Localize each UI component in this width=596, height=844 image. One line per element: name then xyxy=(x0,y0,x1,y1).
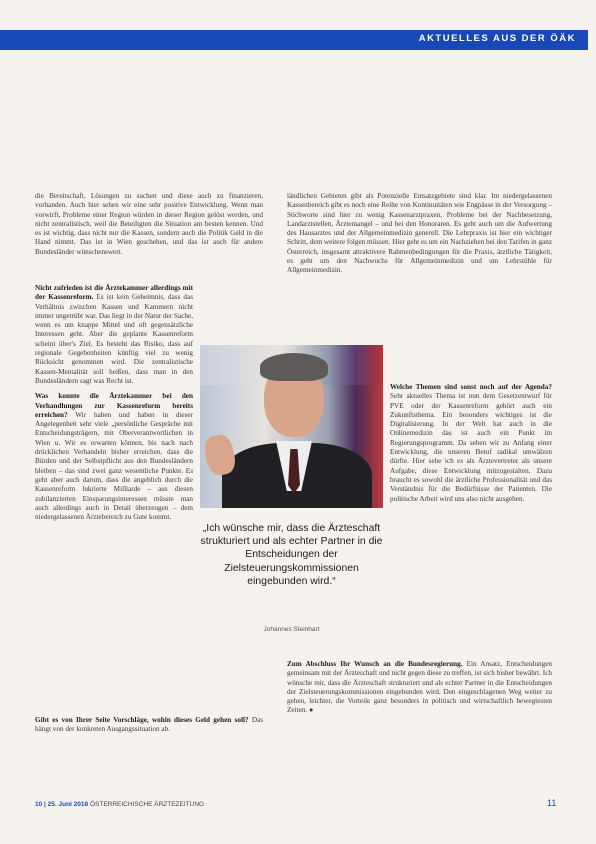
interview-question: Nicht zufrieden ist die Ärztekammer allerdings mit der Kassenreform. xyxy=(35,284,193,302)
pull-quote-author: Johannes Steinhart xyxy=(263,626,320,633)
interview-answer: Es ist kein Geheimnis, dass das Verhältnis zwischen Kassen und Kammern nicht immer ungetrübt war. Das liegt in der Natur der Sache, wenn es um knappe Mittel und oft gegensätzliche Interessen geht. Aber die geplante Kassenreform scheint über's Ziel. Es besteht das Risiko, dass auf regionale Gegebenheiten künftig viel zu wenig Rücksicht genommen wird. Die zentralistische Kassen-Mentalität soll heißen, dass man in den Bundesländern sagt was Recht ist. xyxy=(35,293,194,385)
end-mark-icon: ● xyxy=(308,706,314,715)
photo-hair xyxy=(260,353,328,381)
publication-name: ÖSTERREICHISCHE ÄRZTEZEITUNG xyxy=(89,801,205,808)
interview-question: Gibt es von Ihrer Seite Vorschläge, wohin dieses Geld gehen soll? xyxy=(35,716,249,724)
pull-quote: „Ich wünsche mir, dass die Ärzteschaft strukturiert und als echter Partner in die Entscheidungen der Zielsteuerungskommissionen eingebunden wird.“ xyxy=(200,523,383,587)
right-column-narrow xyxy=(390,383,552,510)
right-column-bottom xyxy=(287,660,552,722)
interview-answer: Das hängt von der konkreten Ausgangssituation ab. xyxy=(35,716,263,734)
interview-answer: Sehr aktuelles Thema ist nun dem Gesetzentwurf für PVE oder der Kassenreform gehört auch ein Zukunftsthema. Ein besonders wichtiges ist die Digitalisierung. In der Welt hat auch in die Onlinemedizin das ist auch ein Punkt im Regierungsprogramm. Da sehen wir zu Anfang einer Entwicklung, die unseren Beruf radikal umwälzen dürfte. Hier sehe ich es als Ärztevertreter als unsere Aufgabe, diese Entwicklung mitzugestalten. Dazu braucht es sowohl die ärztliche Professionalität und das Verständnis für die Bedürfnisse der Patienten. Die politische Arbeit wird uns also nicht ausgehen. xyxy=(390,392,552,503)
footer-issue xyxy=(35,801,204,808)
paragraph xyxy=(287,660,552,716)
interview-answer: Wir haben und haben in dieser Angelegenheit sehr viele „persönliche Gespräche mit Entscheidungsträgern, mit Oberverantwortlichen in Wien u. Wir es erwarten können, bis nach nach drücklichen Verhandeln bisher erreichen, dass die Bürden und der Selbstpflicht aus den Bundesländern bleiben – das sind zwei ganz wesentliche Punkte. Es geht aber auch darum, dass die angeblich durch die Kassenreform lukrierte Milliarde – aus diesen zubilanzierten Einsparungsinteressen müsste man auch allerdings auch in Detail überzeugen – dem niedergelassenen Ärztebereich zu Gute kommt. xyxy=(35,410,193,522)
interview-question: Zum Abschluss Ihr Wunsch an die Bundesregierung. xyxy=(287,660,463,668)
right-column-top xyxy=(287,192,552,282)
paragraph: die Bereitschaft, Lösungen zu suchen und diese auch zu finanzieren, vorhanden. Auch hier sehen wir eine sehr positive Entwicklung. Wenn man vorwirft, Probleme einer Region würden in dieser Region gelöst werden, und nicht zentralistisch, weil die Beteiligten die Situation am besten kennen. Und es ist wichtig, dass nicht nur die Kassen, sondern auch die Politik Geld in die Hand nimmt. Das ist in Wien geschehen, und das ist auch für andere Bundesländer wünschenswert. xyxy=(35,192,263,256)
interview-question: Was konnte die Ärztekammer bei den Verhandlungen zur Kassenreform bereits erreichen? xyxy=(35,392,193,419)
left-column-bottom xyxy=(35,716,263,741)
left-column-narrow xyxy=(35,284,193,528)
section-title: AKTUELLES AUS DER ÖÄK xyxy=(418,33,576,44)
paragraph: ländlichen Gebieten gibt als Potenzielle Entsatzgebiete sind klar. Im niedergelassenen Kassenbereich gibt es noch eine Reihe von Kontinuitäten wie Engpässe in der Versorgung – Stichworte sind hier zu wenig Kassenarztpraxen, Probleme bei der Nachbesetzung, Landarztstellen, Ärztemangel – und bei den Honoraren. Es geht auch um die Aufwertung des Hausarztes und der Allgemeinmedizin generell. Die Lehrpraxis ist hier ein wichtiger Schritt, dem weitere folgen müssen. Hier geht es um ein Nachziehen bei den Tarifen in ganz Österreich, insgesamt attraktivere Rahmenbedingungen für die Praxis, ärztliche Tätigkeit, es geht um den Nachwuchs für Allgemeinmedizin und um Lehrstühle für Allgemeinmedizin. xyxy=(287,192,553,275)
paragraph xyxy=(35,716,263,735)
issue-date: 10 | 25. Juni 2018 xyxy=(35,801,89,808)
interview-answer: Ein Ansatz, Entscheidungen gemeinsam mit der Ärzteschaft und nicht gegen diese zu treffen, ist sich bisher bewährt. Ich wünsche mir, dass die Ärzteschaft strukturiert und als echter Partner in die Entscheidungen der Zielsteuerungskommissionen eingebunden wird. Den eingeschlagenen Weg weiter zu gehen, leichter, die Vorteile ganz besonders in politisch und wirtschaftlich bewegtesten Zeiten. xyxy=(287,660,553,715)
interview-question: Welche Themen sind sonst noch auf der Agenda? xyxy=(390,383,552,391)
portrait-photo xyxy=(200,345,383,508)
paragraph xyxy=(35,284,193,386)
section-header-bar xyxy=(0,30,588,50)
left-column-top xyxy=(35,192,263,263)
paragraph xyxy=(390,383,552,504)
page-number: 11 xyxy=(547,798,557,808)
paragraph xyxy=(35,392,193,522)
